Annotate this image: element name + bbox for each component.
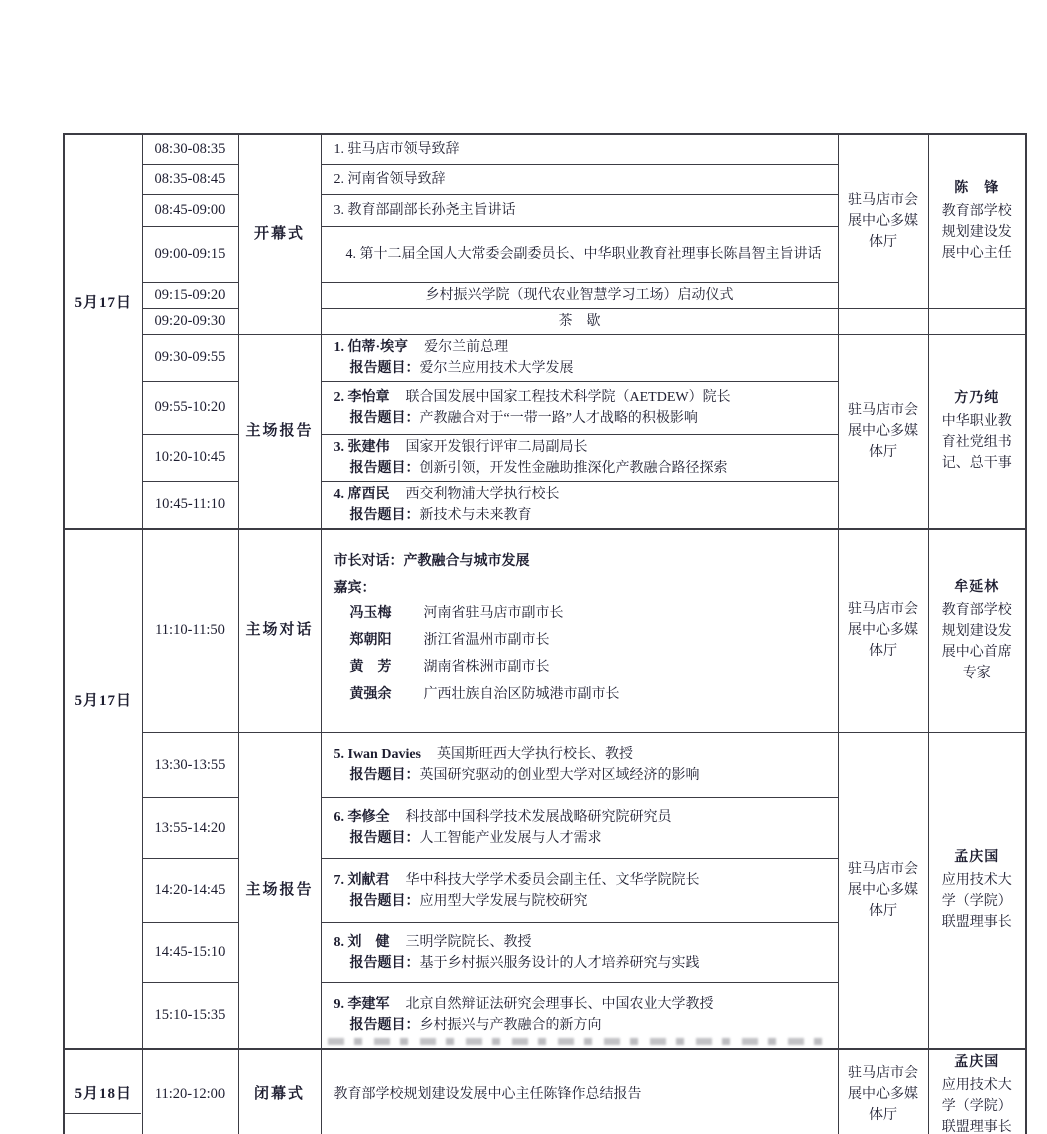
date-cell-may17-morning	[64, 134, 142, 529]
time-cell: 15:10-15:35	[142, 983, 238, 1049]
host-cell	[928, 529, 1026, 733]
time-cell: 11:20-12:00	[142, 1049, 238, 1134]
content-cell	[321, 859, 838, 923]
guest-name: 黄 芳	[349, 659, 392, 675]
time-cell: 10:45-11:10	[142, 481, 238, 529]
session-cell-closing: 闭幕式	[238, 1049, 321, 1134]
time-cell: 09:55-10:20	[142, 381, 238, 434]
report-line	[334, 765, 830, 786]
table-row	[64, 529, 1026, 733]
date-cell-may17-afternoon	[64, 529, 142, 1049]
report-title: 产教融合对于“一带一路”人才战略的积极影响	[419, 410, 698, 426]
speaker-line	[334, 337, 830, 358]
content-cell	[321, 481, 838, 529]
cutoff-next-row-artifact	[63, 1103, 141, 1114]
report-title: 乡村振兴与产教融合的新方向	[419, 1018, 602, 1034]
session-cell-opening: 开幕式	[238, 134, 321, 334]
host-cell-empty	[928, 308, 1026, 334]
host-cell	[928, 334, 1026, 529]
guest-title: 湖南省株洲市副市长	[423, 659, 550, 675]
report-label: 报告题目：	[349, 460, 420, 476]
session-cell-keynote-pm: 主场报告	[238, 733, 321, 1049]
content-cell	[321, 983, 838, 1049]
location-cell-empty	[838, 308, 928, 334]
guests-label: 嘉宾：	[333, 580, 376, 596]
host-title: 应用技术大学（学院）联盟理事长	[941, 1077, 1012, 1134]
report-label: 报告题目：	[349, 1018, 420, 1034]
speaker-affiliation: 联合国发展中国家工程技术科学院（AETDEW）院长	[405, 389, 731, 405]
time-cell: 08:45-09:00	[142, 194, 238, 226]
report-line	[334, 828, 830, 849]
speaker-affiliation: 华中科技大学学术委员会副主任、文华学院院长	[405, 872, 700, 888]
content-cell	[321, 334, 838, 381]
location-cell: 驻马店市会展中心多媒体厅	[838, 1049, 928, 1134]
report-label: 报告题目：	[349, 831, 420, 846]
host-cell	[928, 134, 1026, 308]
speaker-affiliation: 爱尔兰前总理	[424, 339, 509, 355]
host-cell	[928, 733, 1026, 1049]
report-label: 报告题目：	[349, 410, 420, 426]
report-title: 应用型大学发展与院校研究	[419, 893, 588, 909]
guest-name: 冯玉梅	[349, 605, 392, 621]
content-cell	[321, 381, 838, 434]
speaker-name: 8. 刘 健	[333, 934, 390, 950]
location-cell: 驻马店市会展中心多媒体厅	[838, 134, 928, 308]
speaker-line	[334, 437, 830, 458]
location-cell: 驻马店市会展中心多媒体厅	[838, 529, 928, 733]
session-cell-dialogue: 主场对话	[238, 529, 321, 733]
speaker-line	[334, 807, 830, 828]
time-cell: 11:10-11:50	[142, 529, 238, 733]
speaker-line	[334, 484, 830, 505]
content-cell	[321, 733, 838, 798]
content-cell-dialogue	[321, 529, 838, 733]
session-cell-keynote-am: 主场报告	[238, 334, 321, 529]
time-cell: 08:35-08:45	[142, 164, 238, 194]
report-title: 爱尔兰应用技术大学发展	[419, 360, 574, 376]
guest-name: 郑朝阳	[349, 632, 392, 648]
speaker-affiliation: 英国斯旺西大学执行校长、教授	[437, 747, 634, 762]
speaker-line	[334, 870, 830, 891]
time-cell: 09:15-09:20	[142, 282, 238, 308]
speaker-affiliation: 北京自然辩证法研究会理事长、中国农业大学教授	[405, 997, 714, 1013]
content-cell: 1. 驻马店市领导致辞	[321, 134, 838, 164]
guest-row	[334, 603, 830, 624]
content-text: 4. 第十二届全国人大常委会副委员长、中华职业教育社理事长陈昌智主旨讲话	[345, 246, 822, 262]
report-label: 报告题目：	[349, 507, 420, 523]
table-row	[64, 733, 1026, 798]
speaker-affiliation: 三明学院院长、教授	[405, 934, 532, 950]
report-label: 报告题目：	[349, 360, 420, 376]
time-cell: 10:20-10:45	[142, 434, 238, 481]
host-title: 中华职业教育社党组书记、总干事	[941, 414, 1012, 471]
date-label: 5月18日	[74, 1086, 132, 1102]
host-name: 方乃纯	[954, 391, 1000, 406]
speaker-name: 6. 李修全	[333, 810, 390, 825]
time-cell: 09:20-09:30	[142, 308, 238, 334]
report-title: 人工智能产业发展与人才需求	[419, 831, 602, 846]
conference-agenda-table	[63, 133, 1027, 1134]
table-row	[64, 308, 1026, 334]
speaker-name: 2. 李怡章	[333, 389, 390, 405]
speaker-name: 3. 张建伟	[333, 439, 390, 455]
content-cell	[321, 923, 838, 983]
content-cell-tea-break: 茶 歇	[321, 308, 838, 334]
time-cell: 08:30-08:35	[142, 134, 238, 164]
host-title: 教育部学校规划建设发展中心主任	[941, 204, 1012, 262]
host-title: 教育部学校规划建设发展中心首席专家	[941, 603, 1012, 682]
report-title: 基于乡村振兴服务设计的人才培养研究与实践	[419, 955, 700, 971]
speaker-name: 1. 伯蒂·埃亨	[333, 339, 409, 355]
speaker-name: 4. 席酉民	[333, 486, 390, 502]
report-title: 新技术与未来教育	[419, 507, 532, 523]
speaker-affiliation: 西交利物浦大学执行校长	[405, 486, 560, 502]
report-line	[334, 358, 830, 379]
speaker-name: 9. 李建军	[333, 997, 390, 1013]
report-label: 报告题目：	[349, 768, 420, 783]
guest-title: 河南省驻马店市副市长	[423, 605, 564, 621]
content-cell: 2. 河南省领导致辞	[321, 164, 838, 194]
host-cell	[928, 1049, 1026, 1134]
host-name: 孟庆国	[954, 1054, 1000, 1070]
time-cell: 13:55-14:20	[142, 798, 238, 859]
speaker-line	[334, 387, 830, 408]
report-line	[334, 458, 830, 479]
speaker-name: 7. 刘献君	[333, 872, 390, 888]
table-row	[64, 334, 1026, 381]
report-line	[334, 953, 830, 974]
date-label: 5月17日	[74, 693, 132, 709]
guest-name: 黄强余	[349, 686, 392, 702]
time-cell: 14:20-14:45	[142, 859, 238, 923]
speaker-line	[334, 744, 830, 765]
table-row	[64, 134, 1026, 164]
host-name: 陈 锋	[954, 181, 1000, 197]
report-line	[334, 1015, 830, 1036]
speaker-affiliation: 国家开发银行评审二局副局长	[405, 439, 588, 455]
date-cell-may18	[64, 1049, 142, 1134]
guest-row	[334, 657, 830, 678]
dialogue-topic: 市长对话：产教融合与城市发展	[333, 553, 530, 569]
date-label: 5月17日	[74, 294, 132, 311]
guest-title: 广西壮族自治区防城港市副市长	[423, 686, 620, 702]
report-label: 报告题目：	[349, 955, 420, 971]
content-cell-closing: 教育部学校规划建设发展中心主任陈锋作总结报告	[321, 1049, 838, 1134]
time-cell: 09:30-09:55	[142, 334, 238, 381]
table-row	[64, 1049, 1026, 1134]
faded-cutoff-row-artifact	[328, 1038, 824, 1045]
report-title: 创新引领，开发性金融助推深化产教融合路径探索	[419, 460, 728, 476]
guest-row	[334, 684, 830, 705]
content-cell	[321, 798, 838, 859]
report-line	[334, 408, 830, 429]
location-cell: 驻马店市会展中心多媒体厅	[838, 733, 928, 1049]
speaker-affiliation: 科技部中国科学技术发展战略研究院研究员	[405, 810, 672, 825]
content-cell-launch-ceremony: 乡村振兴学院（现代农业智慧学习工场）启动仪式	[321, 282, 838, 308]
content-cell	[321, 226, 838, 282]
report-line	[334, 505, 830, 526]
host-name: 牟延林	[954, 580, 1000, 596]
guest-row	[334, 630, 830, 651]
report-title: 英国研究驱动的创业型大学对区域经济的影响	[419, 768, 700, 783]
host-name: 孟庆国	[954, 850, 1000, 866]
time-cell: 14:45-15:10	[142, 923, 238, 983]
speaker-line	[334, 932, 830, 953]
time-cell: 09:00-09:15	[142, 226, 238, 282]
report-label: 报告题目：	[349, 893, 420, 909]
content-cell: 3. 教育部副部长孙尧主旨讲话	[321, 194, 838, 226]
guest-title: 浙江省温州市副市长	[423, 632, 550, 648]
host-title: 应用技术大学（学院）联盟理事长	[941, 873, 1012, 931]
speaker-name: 5. Iwan Davies	[333, 747, 422, 762]
time-cell: 13:30-13:55	[142, 733, 238, 798]
report-line	[334, 891, 830, 912]
speaker-line	[334, 994, 830, 1015]
content-cell	[321, 434, 838, 481]
location-cell: 驻马店市会展中心多媒体厅	[838, 334, 928, 529]
